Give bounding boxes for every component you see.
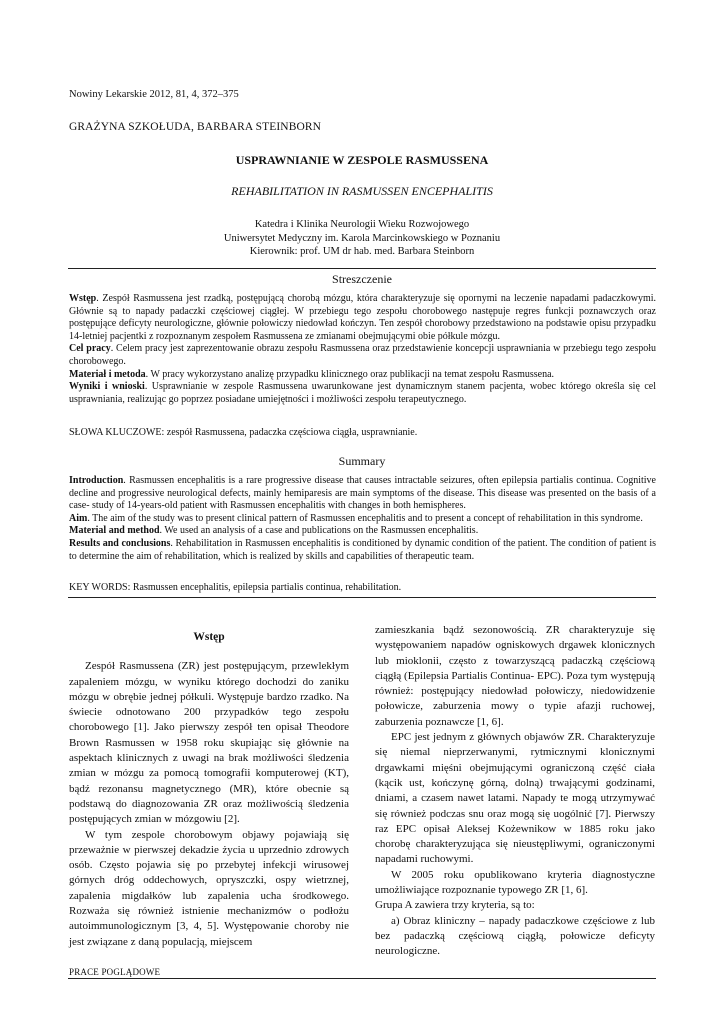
keywords-english: KEY WORDS: Rasmussen encephalitis, epilepsia partialis continua, rehabilitation. [69,582,402,593]
body-paragraph: EPC jest jednym z głównych objawów ZR. Charakteryzuje się niemal nieprzerwanymi, rytmicznymi klonicznymi drgawkami mięśni obejmującymi ograniczoną część ciała (kącik ust, kończynę górną, dolną) trwającymi godzinami, dniami, a czasem nawet latami. Napady te mogą utrzymywać się również podczas snu oraz mogą się uogólnić [7]. Pierwszy raz EPC opisał Aleksej Kożewnikow w 1885 roku jako chorobę charakteryzująca się nieustępliwymi, ograniczonymi napadami ruchowymi. [375,731,655,866]
abstract-text: . The aim of the study was to present clinical pattern of Rasmussen encephalitis and to present a concept of rehabilitation in this syndrome. [87,512,643,524]
body-paragraph: Grupa A zawiera trzy kryteria, są to: [375,899,535,912]
abstract-text: . Usprawnianie w zespole Rasmussena uwarunkowane jest dynamicznym stanem pacjenta, wobec którego określa się cel usprawniania, realizując go poprzez posiadane umiejętności i możliwości zespołu terapeutycznego. [69,381,656,405]
abstract-english [69,475,656,563]
page-title: USPRAWNIANIE W ZESPOLE RASMUSSENA [235,153,489,167]
divider [68,597,656,598]
abstract-text: . Rehabilitation in Rasmussen encephalitis is conditioned by dynamic condition of the patient. The condition of patient is to determine the aim of rehabilitation, which is realized by skills and capabilities of therapeutic team. [69,537,656,562]
body-paragraph: a) Obraz kliniczny – napady padaczkowe częściowe z lub bez padaczką częściową ciągłą, połowicze deficyty neurologiczne. [375,914,655,958]
streszczenie-heading: Streszczenie [332,272,392,286]
body-paragraph: zamieszkania bądź sezonowością. ZR charakteryzuje się występowaniem napadów ogniskowych drgawek klonicznych lub mioklonii, często z towarzyszącą padaczką częściową ciągłą (Epilepsia Partialis Continua- EPC). Poza tym występują również: postępujący niedowład połowiczy, niedowidzenie połowicze, zaburzenia mowy o typie afazji ruchowej, zaburzenia poznawcze [1, 6]. [375,624,655,728]
abstract-label: Results and conclusions [69,537,171,549]
footer-divider [68,978,656,979]
abstract-text: . Zespół Rasmussena jest rzadką, postępującą chorobą mózgu, która charakteryzuje się opornymi na leczenie napadami padaczkowymi. Głównie są to napady padaczki częściowej ciągłej. W przebiegu tego zespołu chorobowego następuje regres funkcji poznawczych oraz postępujące deficyty neurologiczne, głównie połowiczy niedowład kończyn. Ten zespół chorobowy przedstawiono na podstawie opisu przypadku 14-letniej pacjentki z rozpoznanym zespołem Rasmussena ze zmianami obejmującymi obie półkule mózgu. [69,293,656,342]
abstract-label: Aim [69,512,88,524]
body-paragraph: W tym zespole chorobowym objawy pojawiają się przeważnie w pierwszej dekadzie życia u uprzednio zdrowych osób. Często pojawia się po przebytej infekcji wirusowej górnych dróg oddechowych, opryszczki, ospy wietrznej, zapalenia migdałków lub zapalenia ucha środkowego. Rozważa się również istnienie mechanizmów o podłożu autoimmunologicznym [3, 4, 5]. Występowanie choroby nie jest związane z daną populacją, miejscem [69,828,349,948]
abstract-text: . W pracy wykorzystano analizę przypadku klinicznego oraz publikacji na temat zespołu Rasmussena. [145,368,555,380]
english-title: REHABILITATION IN RASMUSSEN ENCEPHALITIS [231,184,493,198]
body-column-left [69,630,349,950]
authors: GRAŻYNA SZKOŁUDA, BARBARA STEINBORN [69,121,322,133]
affiliation-line: Katedra i Klinika Neurologii Wieku Rozwojowego [254,219,470,230]
abstract-polish [69,293,656,406]
divider [68,268,656,269]
abstract-label: Cel pracy [69,343,111,355]
abstract-text: . We used an analysis of a case and publications on the Rasmussen encephalitis. [159,525,479,537]
keywords-polish: SŁOWA KLUCZOWE: zespół Rasmussena, padaczka częściowa ciągła, usprawnianie. [69,427,418,438]
body-column-right [375,623,655,960]
body-paragraph: W 2005 roku opublikowano kryteria diagnostyczne umożliwiające rozpoznanie typowego ZR [1, 6]. [375,868,655,897]
journal-reference: Nowiny Lekarskie 2012, 81, 4, 372–375 [69,89,239,100]
abstract-label: Introduction [69,475,124,486]
affiliation-line: Uniwersytet Medyczny im. Karola Marcinkowskiego w Poznaniu [223,232,501,244]
affiliation [0,218,724,259]
body-paragraph: Zespół Rasmussena (ZR) jest postępującym, przewlekłym zapaleniem mózgu, w wyniku którego dochodzi do zaniku mózgu w obrębie jednej półkuli. Występuje bardzo rzadko. Na świecie odnotowano 200 przypadków tego zespołu chorobowego [1]. Jako pierwszy zespół ten opisał Theodore Brown Rasmussen w 1958 roku skupiając się głównie na aspektach klinicznych z uwagi na brak możliwości śledzenia zmian w mózgu za pomocą tomografii komputerowej (KT), bądź rezonansu magnetycznego (MR), które obecnie są podstawą do diagnozowania ZR oraz możliwością śledzenia postępujących zmian w mózgowiu [2]. [69,660,349,826]
footer-section-label: PRACE POGLĄDOWE [69,967,161,977]
abstract-label: Wyniki i wnioski [69,381,145,393]
affiliation-line: Kierownik: prof. UM dr hab. med. Barbara Steinborn [249,246,475,257]
section-heading: Wstęp [193,631,225,643]
abstract-label: Materiał i metoda [69,368,146,380]
abstract-text: . Celem pracy jest zaprezentowanie obrazu zespołu Rasmussena oraz przedstawienie koncepcji usprawniania w przebiegu tego zespołu chorobowego. [69,343,656,367]
summary-heading: Summary [338,454,386,468]
abstract-label: Wstęp [69,293,97,304]
abstract-text: . Rasmussen encephalitis is a rare progressive disease that causes intractable seizures, often epilepsia partialis continua. Cognitive decline and progressive neurological defects, mainly hemiparesis are main symptoms of the disease. This disease was presented on the basis of a case- study of 14-years-old patient with Rasmussen encephalitis with changes in both hemispheres. [69,475,656,512]
abstract-label: Material and method [69,525,160,537]
